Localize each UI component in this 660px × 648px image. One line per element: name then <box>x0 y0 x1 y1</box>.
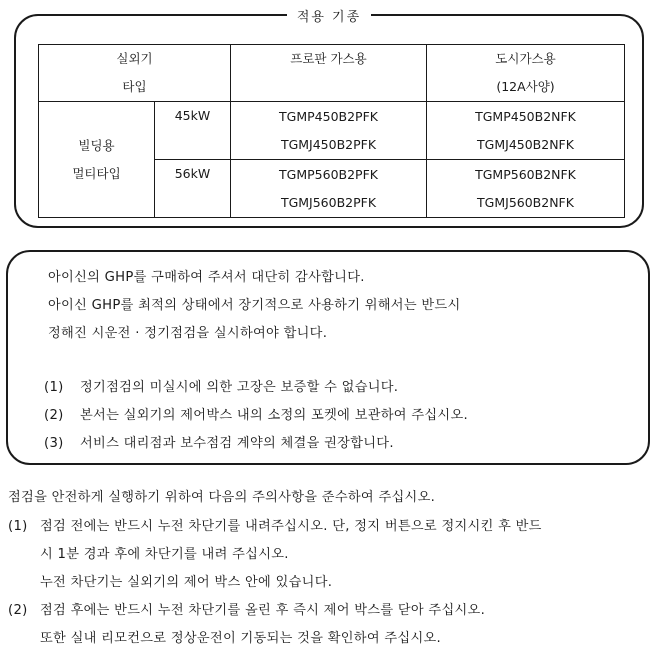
notice-item: (2) 본서는 실외기의 제어박스 내의 소정의 포켓에 보관하여 주십시오. <box>44 408 468 423</box>
type-cell: 빌딩용 멀티타입 <box>39 102 155 218</box>
precaution-item-1-line3: 누전 차단기는 실외기의 제어 박스 안에 있습니다. <box>40 575 333 590</box>
table-row <box>39 102 625 160</box>
city-gas-model-cell: TGMP450B2NFK TGMJ450B2NFK <box>427 102 625 160</box>
notice-box <box>6 250 650 465</box>
precaution-item-2-line2: 또한 실내 리모컨으로 정상운전이 기동되는 것을 확인하여 주십시오. <box>40 631 442 646</box>
precaution-item-1: (1) 점검 전에는 반드시 누전 차단기를 내려주십시오. 단, 정지 버튼으로 정지시킨 후 반드 <box>8 519 542 534</box>
header-propane: 프로판 가스용 <box>231 45 427 102</box>
notice-line: 아이신 GHP를 최적의 상태에서 장기적으로 사용하기 위해서는 반드시 <box>48 298 461 313</box>
propane-model-cell: TGMP450B2PFK TGMJ450B2PFK <box>231 102 427 160</box>
applicable-models-title: 적용 기종 <box>16 6 642 25</box>
capacity-cell: 56kW <box>155 160 231 218</box>
precaution-item-1-line2: 시 1분 경과 후에 차단기를 내려 주십시오. <box>40 547 289 562</box>
precaution-item-2: (2) 점검 후에는 반드시 누전 차단기를 올린 후 즉시 제어 박스를 닫아 주십시오. <box>8 603 486 618</box>
city-gas-model-cell: TGMP560B2NFK TGMJ560B2NFK <box>427 160 625 218</box>
notice-item: (1) 정기점검의 미실시에 의한 고장은 보증할 수 없습니다. <box>44 380 399 395</box>
model-table <box>38 44 625 218</box>
capacity-cell: 45kW <box>155 102 231 160</box>
applicable-models-box <box>14 10 644 228</box>
precautions-intro: 점검을 안전하게 실행하기 위하여 다음의 주의사항을 준수하여 주십시오. <box>8 490 436 505</box>
notice-line: 아이신의 GHP를 구매하여 주셔서 대단히 감사합니다. <box>48 270 365 285</box>
header-outdoor-type: 실외기 타입 <box>39 45 231 102</box>
table-header-row <box>39 45 625 102</box>
notice-line: 정해진 시운전 · 정기점검을 실시하여야 합니다. <box>48 326 328 341</box>
notice-item: (3) 서비스 대리점과 보수점검 계약의 체결을 권장합니다. <box>44 436 394 451</box>
propane-model-cell: TGMP560B2PFK TGMJ560B2PFK <box>231 160 427 218</box>
header-city-gas: 도시가스용 (12A사양) <box>427 45 625 102</box>
